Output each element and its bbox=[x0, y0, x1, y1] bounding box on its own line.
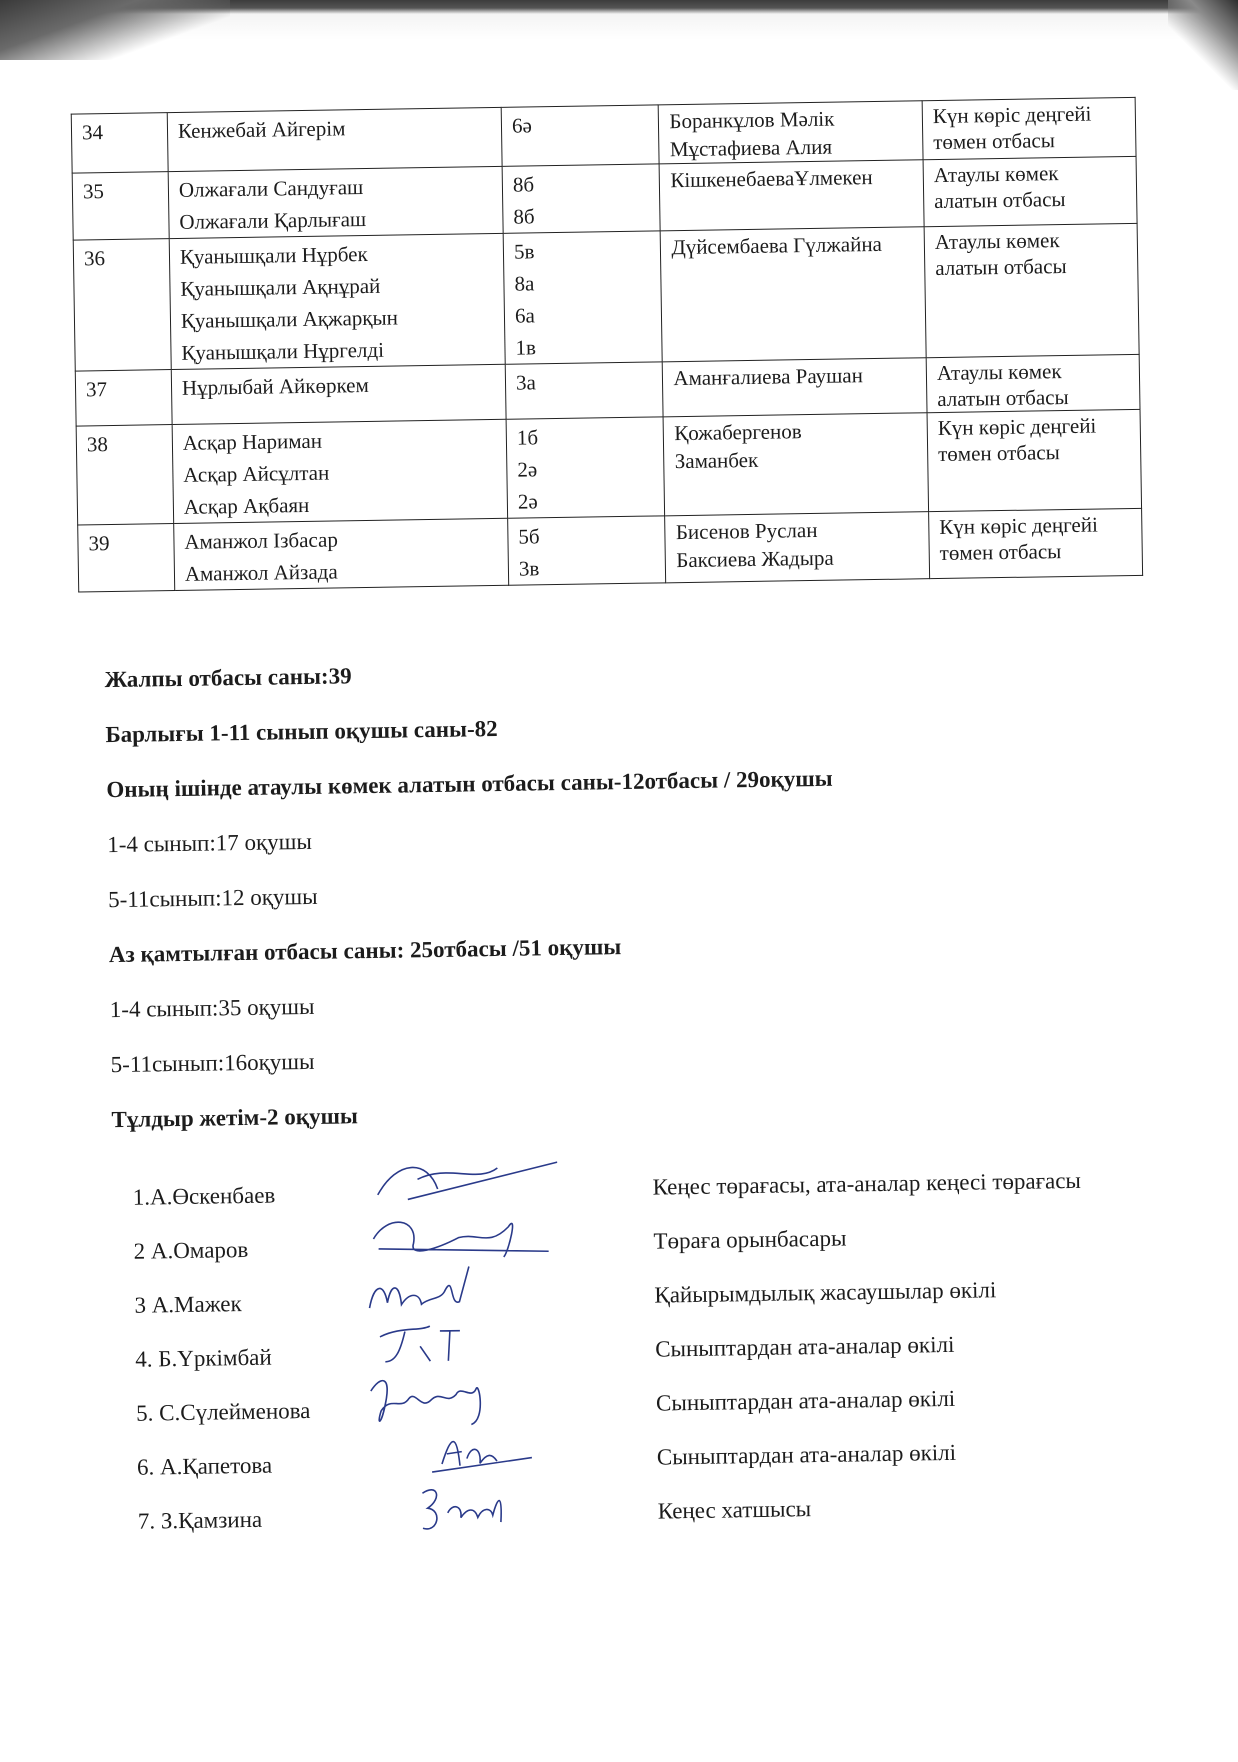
student-names-line: Олжағали Сандуғаш bbox=[178, 175, 364, 202]
row-number: 34 bbox=[71, 113, 168, 173]
student-classes-line: 8б bbox=[512, 172, 535, 197]
student-classes-line: 5в bbox=[513, 239, 535, 264]
student-names-line: Аманжол Айзада bbox=[184, 559, 338, 586]
student-names bbox=[171, 364, 506, 424]
class-teachers bbox=[663, 358, 927, 417]
council-member: 5. С.Сүлейменова bbox=[135, 1398, 311, 1426]
family-status-line: төмен отбасы bbox=[937, 440, 1060, 467]
row-number: 39 bbox=[78, 524, 175, 592]
student-classes bbox=[503, 231, 663, 364]
summary-section bbox=[104, 649, 1112, 1160]
student-classes bbox=[508, 516, 667, 585]
student-classes bbox=[501, 105, 659, 166]
targeted-aid-5-11: 5-11сынып:12 оқушы bbox=[107, 883, 318, 913]
family-status bbox=[927, 409, 1142, 511]
student-names bbox=[169, 233, 505, 369]
targeted-aid-1-4: 1-4 сынып:17 оқушы bbox=[107, 828, 313, 858]
council-role: Сыныптардан ата-аналар өкілі bbox=[656, 1439, 957, 1470]
student-names-line: Асқар Нариман bbox=[182, 428, 323, 455]
student-names bbox=[168, 166, 503, 238]
council-member: 6. А.Қапетова bbox=[136, 1452, 273, 1480]
total-students: Барлығы 1-11 сынып оқушы саны-82 bbox=[105, 715, 498, 748]
student-names-line: Кенжебай Айгерім bbox=[177, 116, 346, 143]
class-teachers-line: КішкенебаеваҰлмекен bbox=[670, 165, 873, 193]
student-names-line: Қуанышқали Ақнұрай bbox=[180, 273, 381, 301]
student-names-line: Асқар Ақбаян bbox=[183, 492, 310, 519]
families-table bbox=[71, 97, 1143, 593]
class-teachers-line: Баксиева Жадыра bbox=[676, 545, 834, 573]
family-status-line: төмен отбасы bbox=[933, 128, 1056, 155]
student-classes-line: 6а bbox=[514, 303, 535, 328]
student-classes-line: 2ә bbox=[517, 457, 538, 482]
student-names-line: Қуанышқали Нұргелді bbox=[181, 337, 385, 365]
student-names-line: Олжағали Қарлығаш bbox=[179, 206, 367, 234]
class-teachers bbox=[661, 227, 926, 362]
family-status bbox=[923, 156, 1137, 226]
family-status-line: Күн көріс деңгейі bbox=[937, 413, 1097, 441]
family-status-line: төмен отбасы bbox=[939, 539, 1062, 566]
family-status-line: Атаулы көмек bbox=[933, 161, 1059, 188]
row-number: 38 bbox=[76, 425, 173, 525]
family-status-line: алатын отбасы bbox=[935, 253, 1067, 281]
family-status-line: Күн көріс деңгейі bbox=[939, 512, 1099, 540]
student-classes bbox=[506, 417, 665, 518]
student-names-line: Қуанышқали Ақжарқын bbox=[180, 305, 399, 333]
council-member: 2 А.Омаров bbox=[133, 1236, 249, 1264]
student-classes-line: 5б bbox=[518, 524, 540, 549]
table-row bbox=[73, 223, 1139, 371]
student-classes-line: 3а bbox=[515, 370, 537, 395]
class-teachers bbox=[664, 413, 929, 516]
signature-image bbox=[362, 1476, 563, 1539]
student-classes-line: 8б bbox=[513, 204, 535, 229]
student-names-line: Қуанышқали Нұрбек bbox=[179, 241, 368, 269]
class-teachers-line: Дүйсембаева Гүлжайна bbox=[671, 231, 883, 260]
family-status-line: алатын отбасы bbox=[933, 186, 1066, 214]
council-member: 4. Б.Үркімбай bbox=[135, 1344, 272, 1372]
council-role: Кеңес хатшысы bbox=[657, 1496, 812, 1524]
class-teachers-line: Заманбек bbox=[674, 447, 759, 474]
student-names bbox=[167, 107, 502, 171]
family-status-line: Күн көріс деңгейі bbox=[932, 101, 1092, 129]
row-number: 36 bbox=[73, 239, 171, 371]
student-classes-line: 1б bbox=[516, 425, 539, 450]
class-teachers-line: Мұстафиева Алия bbox=[669, 134, 833, 162]
council-role: Төраға орынбасары bbox=[653, 1225, 847, 1254]
student-classes-line: 2ә bbox=[517, 489, 538, 514]
low-income-1-4: 1-4 сынып:35 оқушы bbox=[109, 993, 315, 1023]
family-status bbox=[924, 223, 1139, 357]
class-teachers bbox=[659, 101, 923, 164]
class-teachers-line: Қожабергенов bbox=[674, 419, 802, 446]
table-row bbox=[76, 409, 1141, 525]
targeted-aid-total: Оның ішінде атаулы көмек алатын отбасы саны-12отбасы / 29оқушы bbox=[106, 765, 833, 803]
council-role: Сыныптардан ата-аналар өкілі bbox=[655, 1385, 956, 1416]
low-income-total: Аз қамтылған отбасы саны: 25отбасы /51 оқушы bbox=[108, 934, 622, 968]
student-classes-line: 1в bbox=[515, 335, 537, 360]
council-member: 3 А.Мажек bbox=[134, 1291, 242, 1318]
council-member: 7. З.Қамзина bbox=[137, 1506, 263, 1534]
class-teachers-line: Аманғалиева Раушан bbox=[673, 363, 864, 391]
student-classes-line: 3в bbox=[518, 556, 540, 581]
council-member: 1.А.Өскенбаев bbox=[132, 1182, 276, 1210]
student-classes bbox=[505, 362, 663, 419]
family-status-line: алатын отбасы bbox=[937, 384, 1069, 412]
student-classes-line: 6ә bbox=[511, 113, 533, 138]
orphans-count: Тұлдыр жетім-2 оқушы bbox=[111, 1103, 359, 1133]
total-families: Жалпы отбасы саны:39 bbox=[104, 663, 352, 693]
student-names bbox=[174, 518, 509, 590]
family-status bbox=[929, 508, 1143, 578]
council-role: Кеңес төрағасы, ата-аналар кеңесі төрағасы bbox=[652, 1167, 1082, 1200]
student-names-line: Нұрлыбай Айкөркем bbox=[181, 372, 369, 400]
student-names bbox=[172, 419, 508, 523]
student-classes-line: 8а bbox=[514, 271, 535, 296]
low-income-5-11: 5-11сынып:16оқушы bbox=[110, 1048, 315, 1078]
row-number: 35 bbox=[72, 172, 169, 240]
family-status-line: Атаулы көмек bbox=[936, 359, 1062, 386]
council-role: Сыныптардан ата-аналар өкілі bbox=[655, 1331, 955, 1362]
class-teachers-line: Боранкұлов Мәлік bbox=[669, 106, 835, 134]
student-names-line: Асқар Айсұлтан bbox=[183, 460, 330, 487]
council-role: Қайырымдылық жасаушылар өкілі bbox=[654, 1277, 997, 1308]
family-status-line: Атаулы көмек bbox=[934, 228, 1060, 255]
class-teachers bbox=[660, 160, 924, 231]
student-names-line: Аманжол Ізбасар bbox=[184, 527, 339, 554]
council-list bbox=[133, 1168, 1219, 1563]
class-teachers-line: Бисенов Руслан bbox=[675, 517, 818, 545]
family-status bbox=[926, 354, 1140, 412]
family-status bbox=[922, 97, 1136, 159]
class-teachers bbox=[665, 512, 929, 583]
row-number: 37 bbox=[75, 370, 172, 426]
student-classes bbox=[502, 164, 661, 233]
